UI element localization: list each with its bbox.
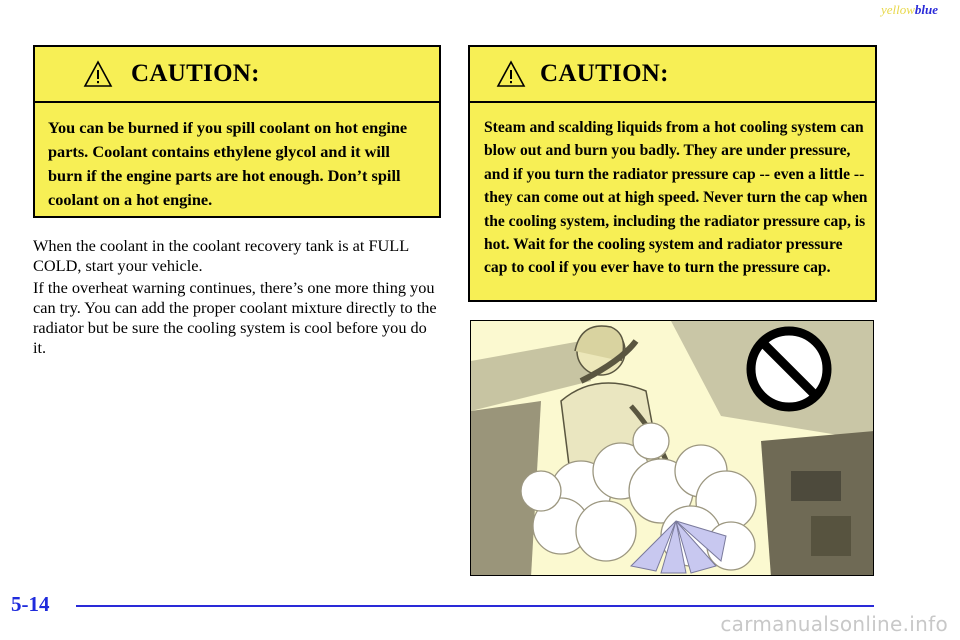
page-number: 5-14 xyxy=(11,592,50,616)
caution-text: You can be burned if you spill coolant on hot engine parts. Coolant contains ethylene glycol and it will burn if the engine parts are hot enough. Don’t spill coolant on a hot engine. xyxy=(48,118,408,209)
warning-triangle-icon xyxy=(83,60,113,88)
caution-box-steam xyxy=(468,45,877,302)
warning-triangle-icon xyxy=(496,60,526,88)
paragraph-overheat-warning: If the overheat warning continues, there’s one more thing you can try. You can add the proper coolant mixture directly to the radiator but be sure the cooling system is cool before you do it. xyxy=(33,278,437,357)
color-word-yellow: yellow xyxy=(880,2,915,17)
caution-text: Steam and scalding liquids from a hot cooling system can blow out and burn you badly. They are under pressure, and if you turn the radiator pressure cap -- even a little -- they can come out at high speed. Never turn the cap when the cooling system, including the radiator pressure cap, is hot. Wait for the cooling system and radiator pressure cap to cool if you ever have to turn the pressure cap. xyxy=(484,119,868,277)
caution-title: CAUTION: xyxy=(131,60,260,87)
caution-header xyxy=(470,47,875,103)
footer-rule xyxy=(76,605,874,607)
illustration-drawing xyxy=(471,321,874,576)
watermark: carmanualsonline.info xyxy=(720,612,948,636)
steam-burn-illustration xyxy=(470,320,874,576)
caution-title: CAUTION: xyxy=(540,60,669,87)
caution-header xyxy=(35,47,439,103)
color-word-blue: blue xyxy=(914,2,938,17)
paragraph-full-cold: When the coolant in the coolant recovery tank is at FULL COLD, start your vehicle. xyxy=(33,236,409,275)
prohibition-icon xyxy=(751,331,827,407)
caution-box-burn xyxy=(33,45,441,218)
print-color-marks xyxy=(881,2,938,18)
